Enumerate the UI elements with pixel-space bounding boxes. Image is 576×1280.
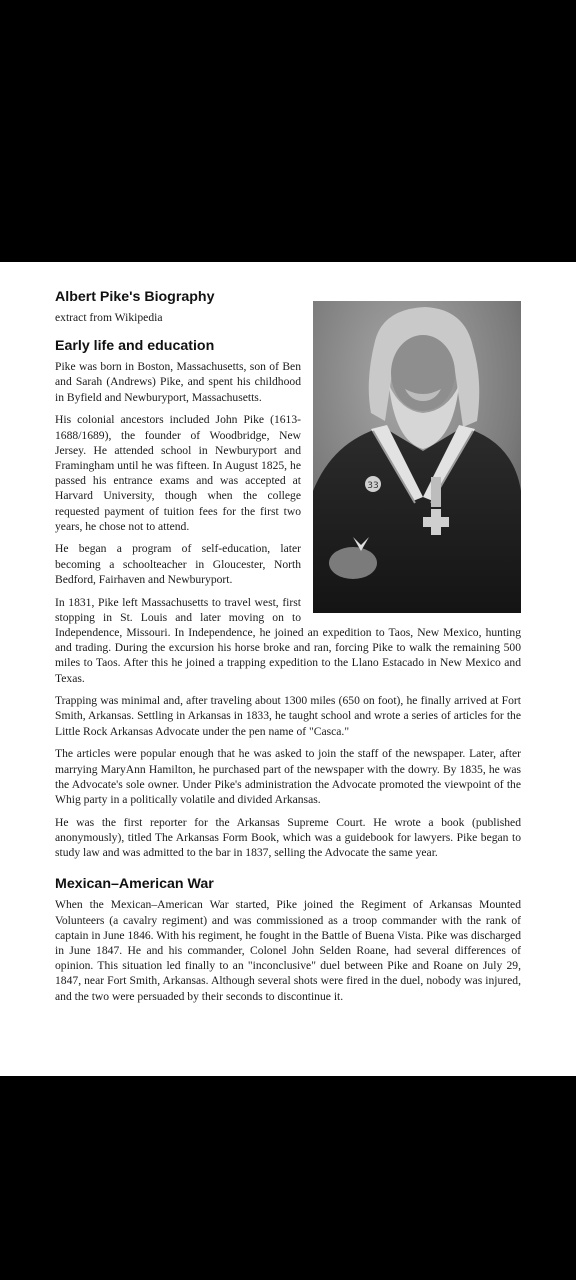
source-note: extract from Wikipedia [55,311,163,324]
paragraph: He began a program of self-education, later becoming a schoolteacher in Gloucester, North Bedford, Fairhaven and Newburyport. [55,542,301,586]
svg-text:33: 33 [367,481,379,491]
paragraph: He was the first reporter for the Arkansas Supreme Court. He wrote a book (published anonymously), titled The Arkansas Form Book, which was a guidebook for lawyers. Pike began to study law and was admitted to the bar in 1837, selling the Advocate the same year. [55,815,521,860]
top-letterbox [0,0,576,262]
section-heading-mexican-american-war: Mexican–American War [55,876,214,893]
paragraph: Pike was born in Boston, Massachusetts, son of Ben and Sarah (Andrews) Pike, and spent his childhood in Byfield and Newburyport, Massachusetts. [55,360,301,404]
bottom-letterbox [0,1076,576,1280]
document-page [0,262,576,1076]
portrait-photo [313,301,521,613]
paragraph: His colonial ancestors included John Pike (1613-1688/1689), the founder of Woodbridge, New Jersey. He attended school in Newburyport and Framingham until he was fifteen. In August 1825, he passed his entrance exams and was accepted at Harvard University, though when the college requested payment of tuition fees for the first two years, he chose not to attend. [55,413,301,533]
paragraph: Trapping was minimal and, after traveling about 1300 miles (650 on foot), he finally arrived at Fort Smith, Arkansas. Settling in Arkansas in 1833, he taught school and wrote a series of articles for the Little Rock Arkansas Advocate under the pen name of "Casca." [55,694,521,738]
paragraph: In 1831, Pike left Massachusetts to travel west, first stopping in St. Louis and later moving on to Independence, Missouri. In Independence, he joined an expedition to Taos, New Mexico, hunting and trading. During the excursion his horse broke and ran, forcing Pike to walk the remaining 500 miles to Taos. After this he joined a trapping expedition to the Llano Estacado in New Mexico and Texas. [55,595,521,685]
article [55,288,521,1011]
section-heading-early-life: Early life and education [55,338,215,355]
paragraph: When the Mexican–American War started, Pike joined the Regiment of Arkansas Mounted Volunteers (a cavalry regiment) and was commissioned as a troop commander with the rank of captain in June 1846. With his regiment, he fought in the Battle of Buena Vista. Pike was discharged in June 1847. He and his commander, Colonel John Selden Roane, had several differences of opinion. This situation led finally to an "inconclusive" duel between Pike and Roane on July 29, 1847, near Fort Smith, Arkansas. Although several shots were fired in the duel, nobody was injured, and the two were persuaded by their seconds to discontinue it. [55,898,521,1003]
paragraph: The articles were popular enough that he was asked to join the staff of the newspaper. Later, after marrying MaryAnn Hamilton, he purchased part of the newspaper with the dowry. By 1835, he was the Advocate's sole owner. Under Pike's administration the Advocate promoted the viewpoint of the Whig party in a politically volatile and divided Arkansas. [55,747,521,806]
page-title: Albert Pike's Biography [55,289,215,305]
